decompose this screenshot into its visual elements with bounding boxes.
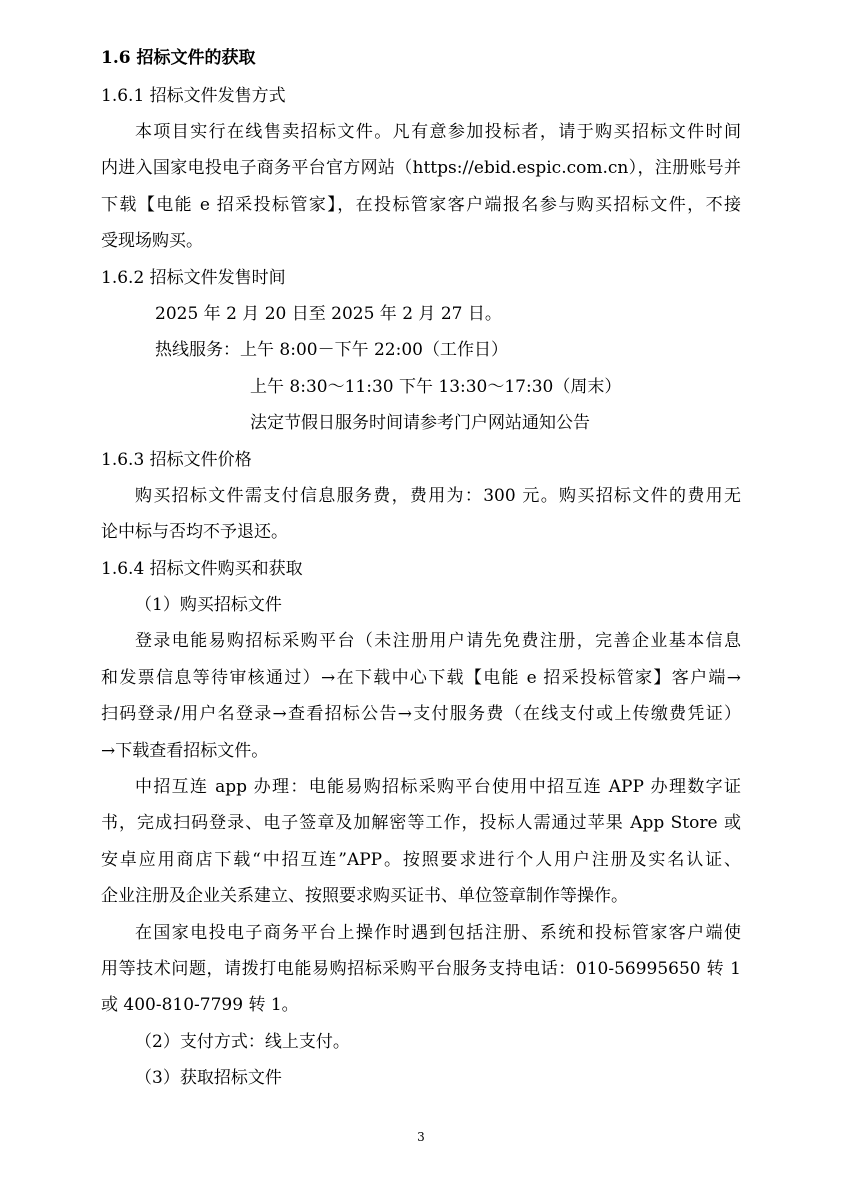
section-title: 1.6 招标文件的获取 bbox=[101, 48, 256, 68]
paragraph-line: 或 400-810-7799 转 1。 bbox=[101, 995, 299, 1015]
paragraph-line: →下载查看招标文件。 bbox=[101, 741, 269, 761]
list-item-2: （2）支付方式：线上支付。 bbox=[135, 1032, 350, 1052]
paragraph-line: 扫码登录/用户名登录→查看招标公告→支付服务费（在线支付或上传缴费凭证） bbox=[101, 704, 741, 724]
paragraph-line: 中招互连 app 办理：电能易购招标采购平台使用中招互连 APP 办理数字证 bbox=[135, 777, 741, 797]
hotline-weekend: 上午 8:30～11:30 下午 13:30～17:30（周末） bbox=[250, 377, 622, 397]
list-item-3: （3）获取招标文件 bbox=[135, 1068, 282, 1088]
paragraph-line: 下载【电能 e 招采投标管家】，在投标管家客户端报名参与购买招标文件，不接 bbox=[101, 195, 741, 215]
paragraph-line: 受现场购买。 bbox=[101, 231, 203, 251]
paragraph-line: 书，完成扫码登录、电子签章及加解密等工作，投标人需通过苹果 App Store 或 bbox=[101, 813, 741, 833]
heading-1-6-1: 1.6.1 招标文件发售方式 bbox=[101, 86, 286, 106]
sale-dates: 2025 年 2 月 20 日至 2025 年 2 月 27 日。 bbox=[155, 304, 502, 324]
hotline-holiday: 法定节假日服务时间请参考门户网站通知公告 bbox=[250, 413, 590, 433]
paragraph-line: 企业注册及企业关系建立、按照要求购买证书、单位签章制作等操作。 bbox=[101, 886, 628, 906]
paragraph-line: 和发票信息等待审核通过）→在下载中心下载【电能 e 招采投标管家】客户端→ bbox=[101, 668, 741, 688]
heading-1-6-3: 1.6.3 招标文件价格 bbox=[101, 450, 252, 470]
paragraph-line: 论中标与否均不予退还。 bbox=[101, 522, 288, 542]
page-number: 3 bbox=[417, 1130, 425, 1144]
paragraph-line: 用等技术问题，请拨打电能易购招标采购平台服务支持电话：010-56995650 转 1 bbox=[101, 959, 741, 979]
heading-1-6-2: 1.6.2 招标文件发售时间 bbox=[101, 268, 286, 288]
paragraph-line: 购买招标文件需支付信息服务费，费用为：300 元。购买招标文件的费用无 bbox=[135, 486, 741, 506]
paragraph-line: 在国家电投电子商务平台上操作时遇到包括注册、系统和投标管家客户端使 bbox=[135, 923, 741, 943]
paragraph-line: 内进入国家电投电子商务平台官方网站（https://ebid.espic.com.cn），注册账号并 bbox=[101, 158, 741, 178]
hotline-weekday: 热线服务：上午 8:00－下午 22:00（工作日） bbox=[155, 340, 508, 360]
paragraph-line: 登录电能易购招标采购平台（未注册用户请先免费注册，完善企业基本信息 bbox=[135, 631, 741, 651]
paragraph-line: 安卓应用商店下载“中招互连”APP。按照要求进行个人用户注册及实名认证、 bbox=[101, 850, 741, 870]
paragraph-line: 本项目实行在线售卖招标文件。凡有意参加投标者，请于购买招标文件时间 bbox=[135, 122, 741, 142]
heading-1-6-4: 1.6.4 招标文件购买和获取 bbox=[101, 559, 303, 579]
list-item-1: （1）购买招标文件 bbox=[135, 595, 282, 615]
